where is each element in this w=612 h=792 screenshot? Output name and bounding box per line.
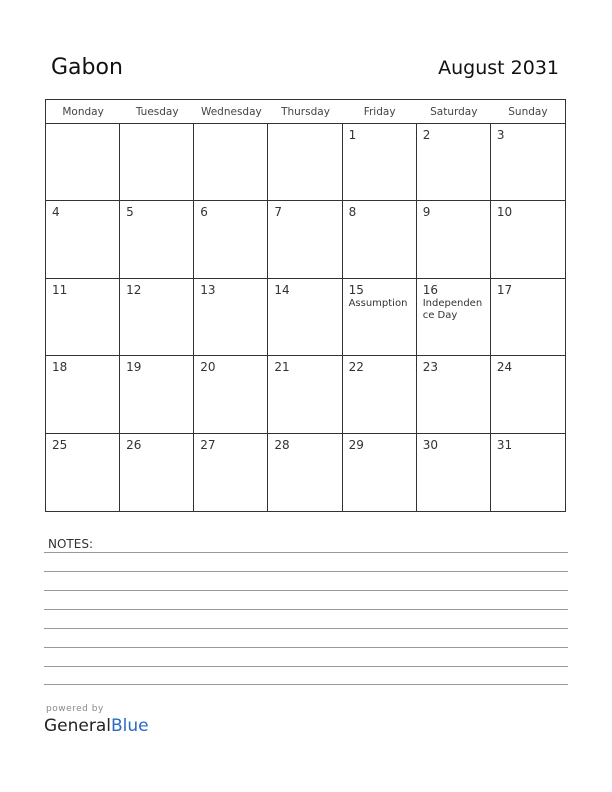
weekday-sunday: Sunday bbox=[508, 106, 548, 118]
brand-blue: Blue bbox=[111, 716, 149, 736]
day-number: 16 bbox=[422, 282, 438, 297]
day-cell bbox=[343, 434, 417, 511]
day-number: 5 bbox=[126, 205, 134, 220]
day-cell bbox=[268, 201, 342, 277]
day-cell bbox=[417, 201, 491, 277]
weekday-tuesday: Tuesday bbox=[135, 106, 179, 118]
weekday-monday: Monday bbox=[62, 106, 104, 118]
weekday-friday: Friday bbox=[363, 106, 396, 118]
brand-general: General bbox=[44, 716, 111, 736]
day-number: 10 bbox=[496, 205, 513, 220]
day-cell bbox=[491, 201, 565, 277]
day-number: 7 bbox=[274, 205, 283, 220]
day-cell bbox=[46, 356, 120, 432]
day-cell bbox=[194, 201, 268, 277]
day-number: 15 bbox=[348, 282, 364, 297]
day-cell bbox=[268, 434, 342, 511]
week-row bbox=[46, 124, 565, 201]
week-row bbox=[46, 434, 565, 511]
day-number: 25 bbox=[52, 437, 68, 452]
day-number: 29 bbox=[348, 437, 364, 452]
day-cell bbox=[120, 201, 194, 277]
day-cell bbox=[194, 279, 268, 355]
day-number: 31 bbox=[496, 437, 513, 452]
note-line bbox=[44, 666, 568, 667]
day-cell bbox=[46, 124, 120, 200]
calendar-weeks bbox=[46, 124, 565, 511]
day-number: 12 bbox=[126, 282, 142, 297]
week-row bbox=[46, 201, 565, 278]
day-number: 2 bbox=[422, 128, 431, 142]
day-cell bbox=[491, 279, 565, 355]
generalblue-logo bbox=[44, 716, 149, 736]
day-cell bbox=[491, 124, 565, 200]
month-year-title: August 2031 bbox=[438, 57, 559, 79]
day-cell bbox=[120, 279, 194, 355]
week-row bbox=[46, 279, 565, 356]
day-number: 24 bbox=[496, 360, 513, 375]
country-title: Gabon bbox=[51, 55, 123, 80]
day-number: 22 bbox=[348, 360, 364, 375]
day-cell bbox=[417, 434, 491, 511]
day-number: 27 bbox=[200, 437, 216, 452]
day-number: 26 bbox=[126, 437, 142, 452]
day-number: 4 bbox=[52, 205, 60, 220]
day-cell bbox=[194, 434, 268, 511]
note-line bbox=[44, 628, 568, 629]
day-cell bbox=[46, 201, 120, 277]
day-number: 6 bbox=[200, 205, 208, 220]
note-line bbox=[44, 571, 568, 572]
day-number: 23 bbox=[422, 360, 438, 375]
note-line bbox=[44, 647, 568, 648]
day-cell bbox=[343, 201, 417, 277]
day-cell bbox=[343, 279, 417, 355]
day-cell bbox=[417, 124, 491, 200]
notes-label: NOTES: bbox=[48, 537, 93, 551]
day-cell bbox=[194, 356, 268, 432]
day-cell bbox=[343, 124, 417, 200]
day-cell bbox=[491, 356, 565, 432]
day-cell bbox=[46, 279, 120, 355]
day-number: 13 bbox=[200, 282, 216, 297]
powered-by-text: powered by bbox=[46, 704, 104, 714]
day-cell bbox=[417, 356, 491, 432]
day-cell bbox=[120, 356, 194, 432]
day-number: 9 bbox=[422, 205, 431, 220]
day-number: 28 bbox=[274, 437, 290, 452]
note-line bbox=[44, 609, 568, 610]
day-number: 18 bbox=[52, 360, 68, 375]
day-cell bbox=[194, 124, 268, 200]
day-cell bbox=[417, 279, 491, 355]
day-cell bbox=[268, 356, 342, 432]
calendar-grid bbox=[45, 99, 566, 512]
holiday-label: Assumption bbox=[348, 297, 408, 309]
day-number: 8 bbox=[348, 205, 357, 220]
weekday-thursday: Thursday bbox=[281, 106, 330, 118]
day-cell bbox=[491, 434, 565, 511]
day-number: 11 bbox=[52, 282, 68, 297]
day-cell bbox=[268, 124, 342, 200]
note-line bbox=[44, 684, 568, 685]
holiday-label: Independence Day bbox=[422, 297, 483, 321]
note-line bbox=[44, 590, 568, 591]
day-number: 14 bbox=[274, 282, 290, 297]
day-number: 3 bbox=[496, 128, 505, 142]
day-cell bbox=[120, 434, 194, 511]
day-number: 19 bbox=[126, 360, 142, 375]
weekday-wednesday: Wednesday bbox=[200, 106, 262, 118]
weekday-saturday: Saturday bbox=[430, 106, 478, 118]
day-cell bbox=[46, 434, 120, 511]
week-row bbox=[46, 356, 565, 433]
day-number: 20 bbox=[200, 360, 216, 375]
day-number: 21 bbox=[274, 360, 290, 375]
day-number: 30 bbox=[422, 437, 438, 452]
day-cell bbox=[343, 356, 417, 432]
note-line bbox=[44, 552, 568, 553]
day-number: 17 bbox=[496, 282, 513, 297]
day-cell bbox=[268, 279, 342, 355]
day-cell bbox=[120, 124, 194, 200]
weekday-header-row bbox=[46, 100, 565, 124]
day-number: 1 bbox=[348, 128, 357, 142]
